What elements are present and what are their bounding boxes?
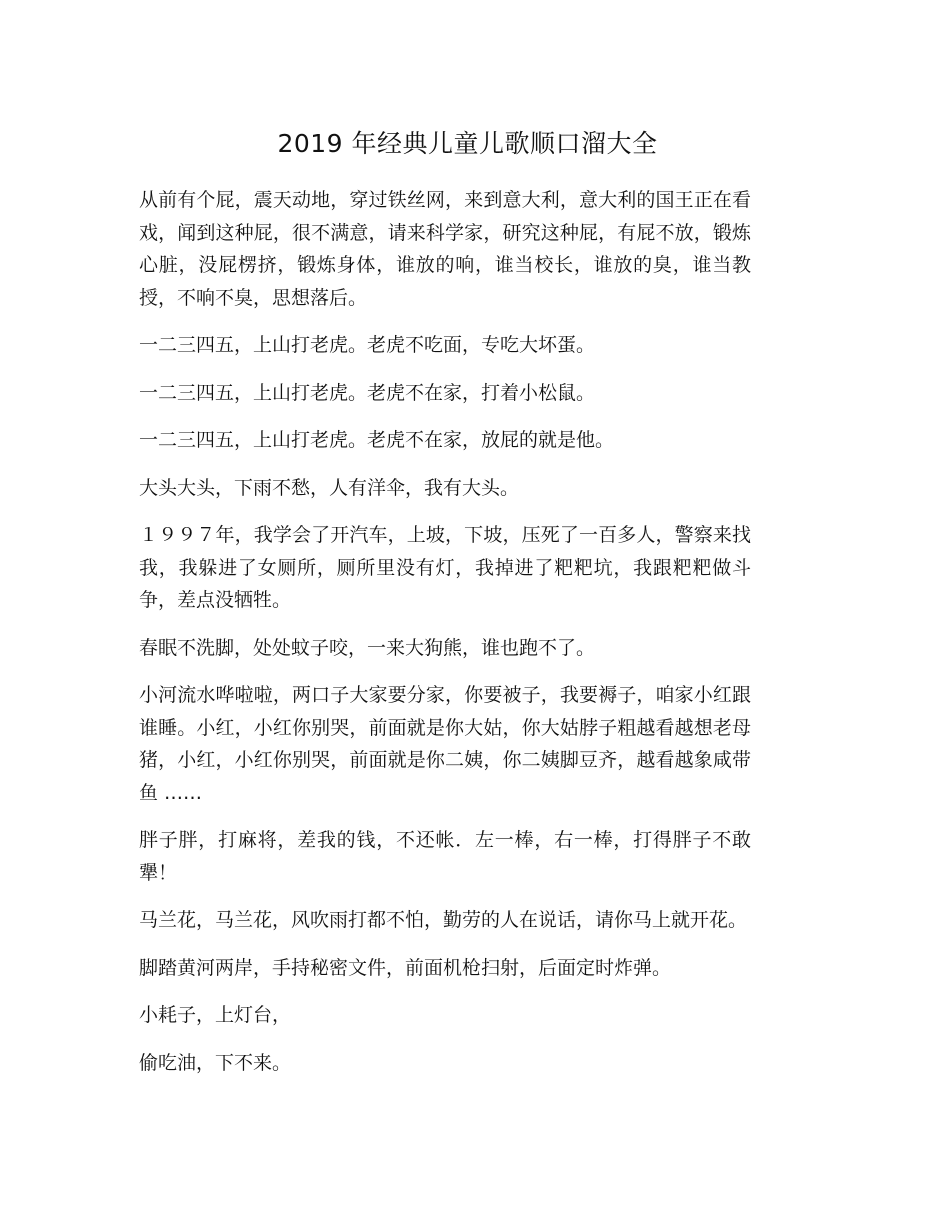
paragraph: 胖子胖，打麻将，差我的钱，不还帐．左一棒，右一棒，打得胖子不敢犟！ xyxy=(139,829,751,884)
paragraph: 一二三四五，上山打老虎。老虎不吃面，专吃大坏蛋。 xyxy=(139,334,596,356)
document-title: 2019 年经典儿童儿歌顺口溜大全 xyxy=(277,129,658,158)
paragraph: 春眠不洗脚，处处蚊子咬，一来大狗熊，谁也跑不了。 xyxy=(139,636,596,659)
paragraph: 一二三四五，上山打老虎。老虎不在家，放屁的就是他。 xyxy=(139,429,615,451)
paragraph: 脚踏黄河两岸，手持秘密文件，前面机枪扫射，后面定时炸弹。 xyxy=(139,956,672,979)
document-body xyxy=(139,184,751,1094)
paragraph: 偷吃油，下不来。 xyxy=(139,1051,292,1074)
paragraph: 从前有个屁，震天动地，穿过铁丝网，来到意大利，意大利的国王正在看戏，闻到这种屁，很不满意，请来科学家，研究这种屁，有屁不放，锻炼心脏，没屁楞挤，锻炼身体，谁放的响，谁当校长，谁放的臭，谁当教授，不响不臭，思想落后。 xyxy=(139,189,751,309)
paragraph: １９９７年，我学会了开汽车，上坡，下坡，压死了一百多人，警察来找我，我躲进了女厕所，厕所里没有灯，我掉进了粑粑坑，我跟粑粑做斗争，差点没牺牲。 xyxy=(139,524,751,611)
paragraph: 马兰花，马兰花，风吹雨打都不怕，勤劳的人在说话，请你马上就开花。 xyxy=(139,909,748,931)
paragraph: 一二三四五，上山打老虎。老虎不在家，打着小松鼠。 xyxy=(139,381,596,404)
paragraph: 大头大头，下雨不愁，人有洋伞，我有大头。 xyxy=(139,476,520,499)
paragraph: 小耗子，上灯台， xyxy=(139,1004,292,1026)
paragraph: 小河流水哗啦啦，两口子大家要分家，你要被子，我要褥子，咱家小红跟谁睡。小红，小红你别哭，前面就是你大姑，你大姑脖子粗越看越想老母猪，小红，小红你别哭，前面就是你二姨，你二姨脚豆齐，越看越象咸带鱼 …… xyxy=(139,684,751,804)
